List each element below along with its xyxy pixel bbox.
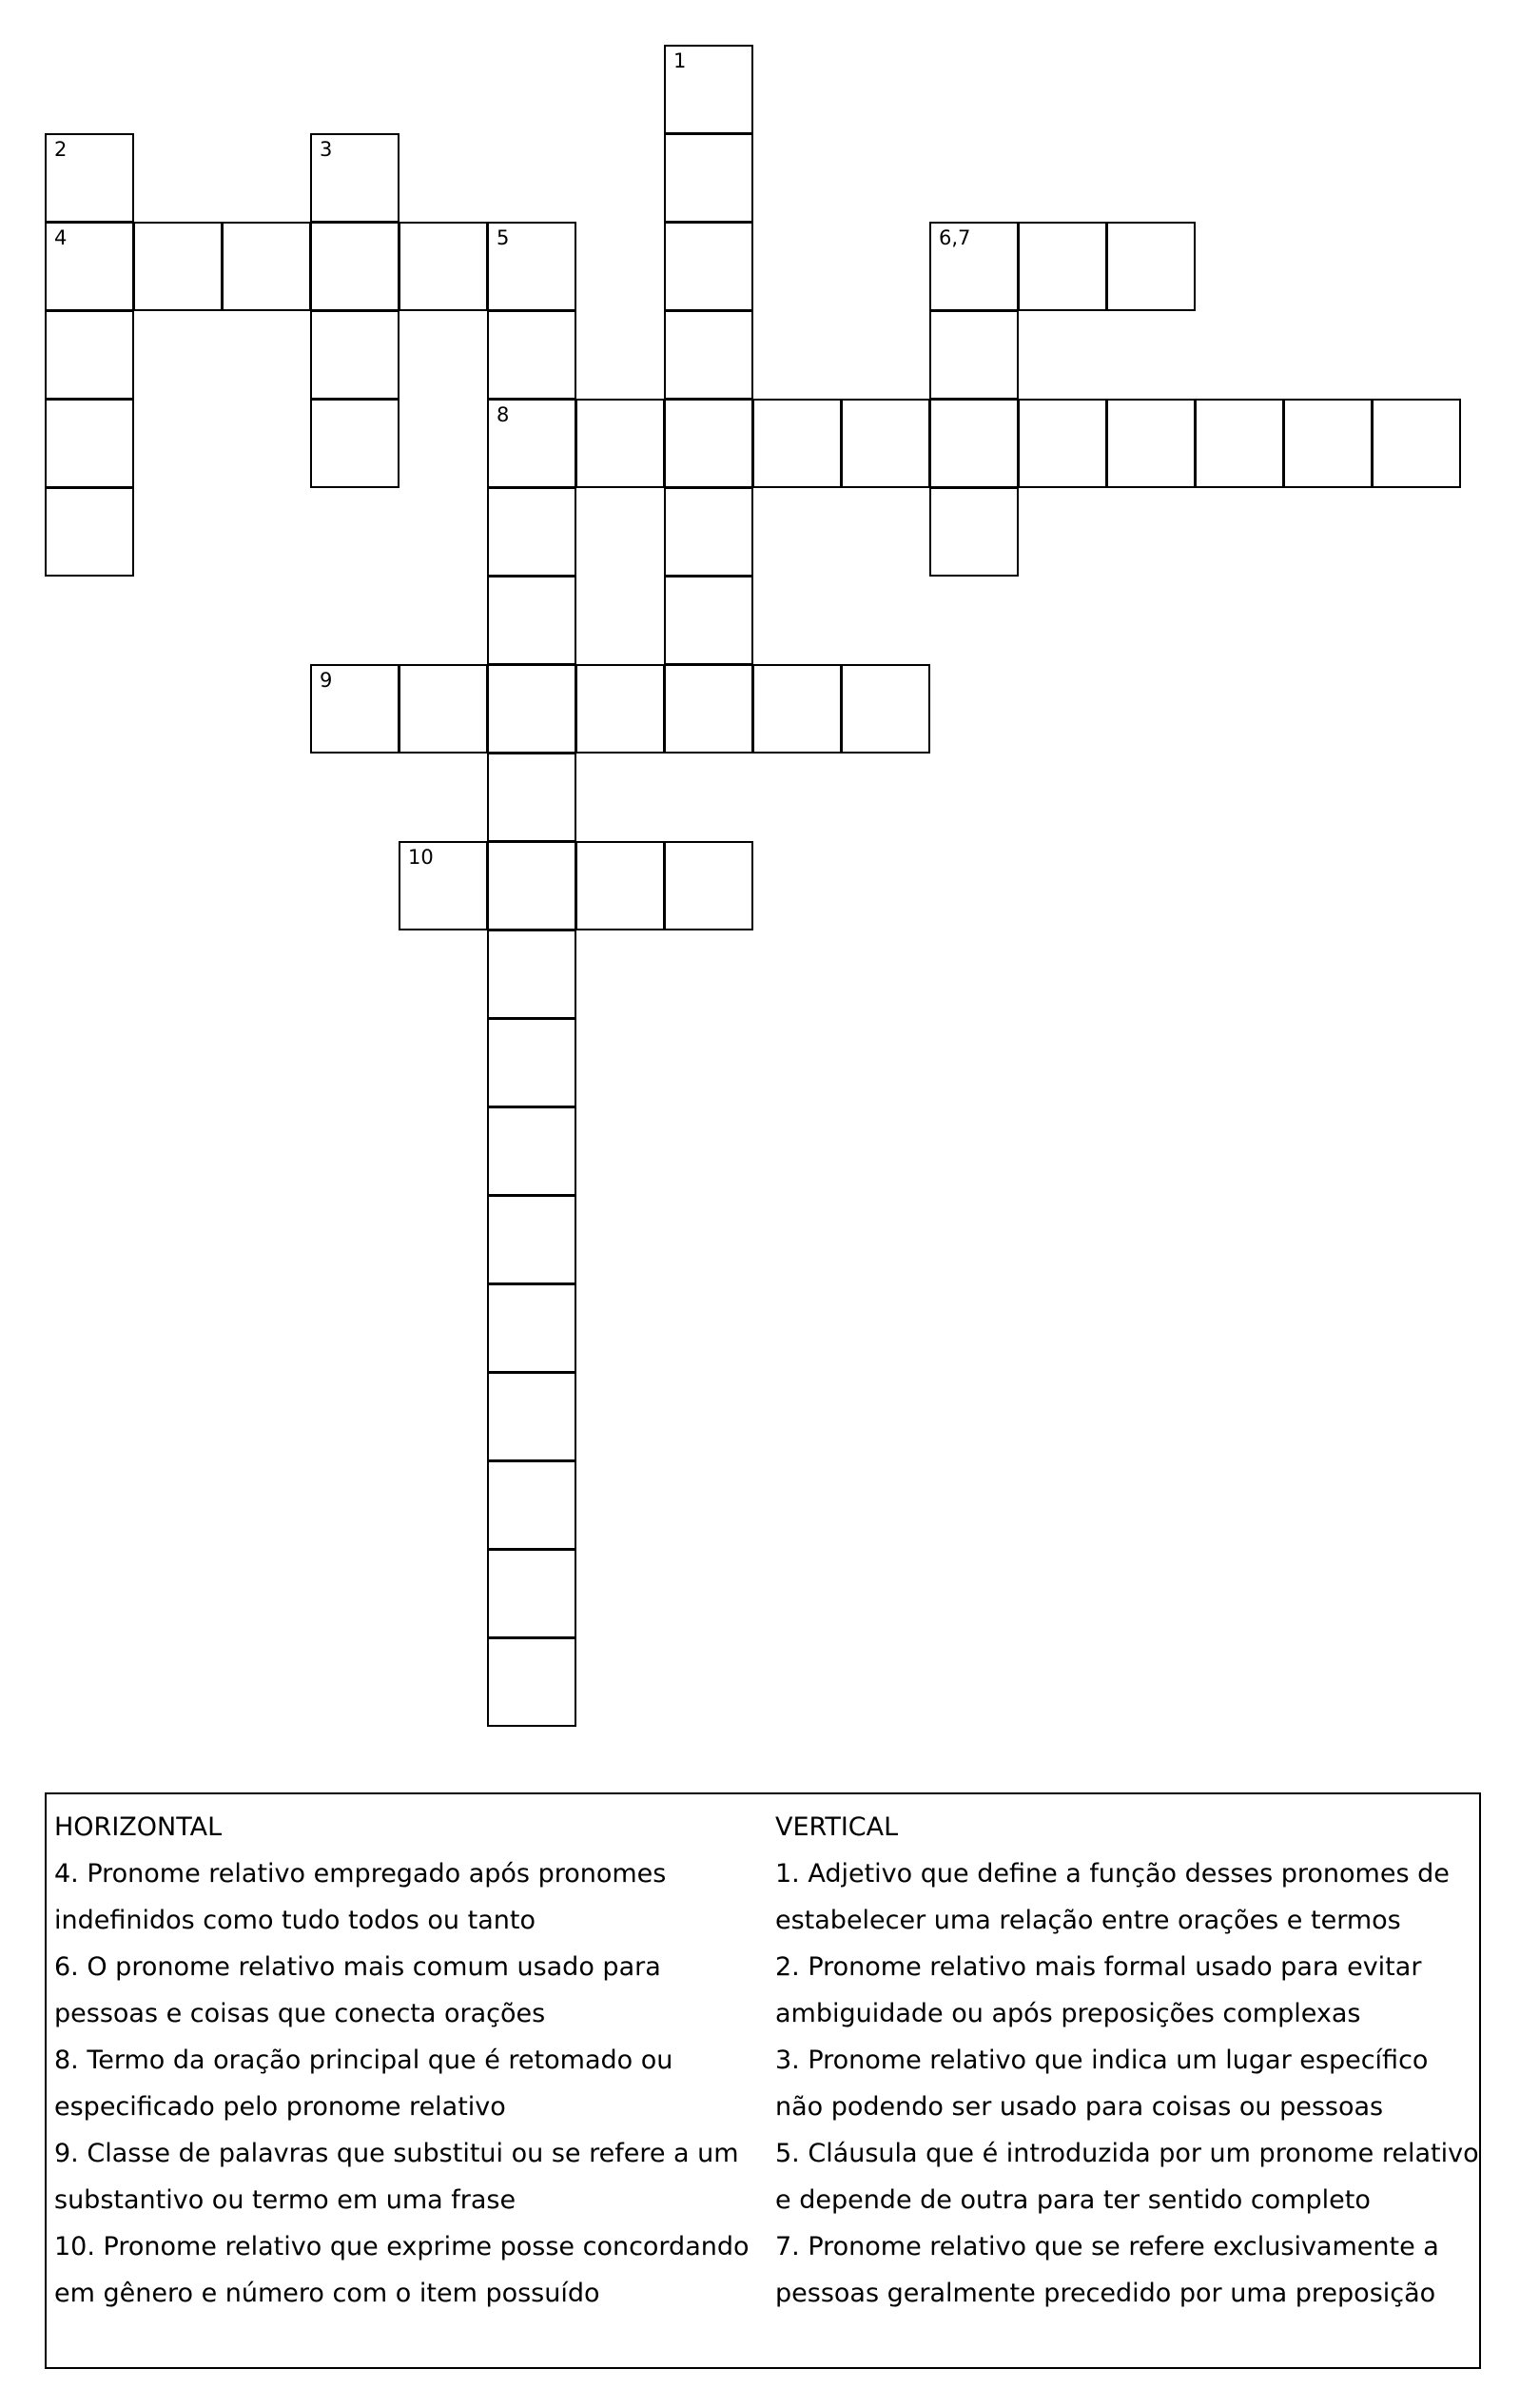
crossword-cell[interactable]: [841, 399, 930, 488]
crossword-cell[interactable]: [487, 1637, 576, 1727]
crossword-cell[interactable]: [487, 664, 576, 754]
crossword-cell[interactable]: [1106, 399, 1196, 488]
crossword-cell[interactable]: [487, 1018, 576, 1107]
crossword-cell[interactable]: [487, 487, 576, 577]
clue-number: 2: [54, 138, 68, 161]
horizontal-clue-4: 4. Pronome relativo empregado após pronomes indefinidos como tudo todos ou tanto: [54, 1859, 667, 1935]
crossword-cell[interactable]: [310, 399, 399, 488]
crossword-cell[interactable]: [575, 399, 665, 488]
crossword-cell[interactable]: [929, 310, 1019, 400]
vertical-title: VERTICAL: [775, 1812, 899, 1842]
clue-number: 3: [320, 138, 333, 161]
crossword-cell[interactable]: [1106, 222, 1196, 311]
crossword-cell[interactable]: [45, 310, 134, 400]
crossword-cell[interactable]: [487, 1372, 576, 1461]
crossword-cell[interactable]: [841, 664, 930, 754]
horizontal-clues: [54, 1804, 768, 2317]
clue-number: 9: [320, 669, 333, 692]
crossword-cell[interactable]: [664, 133, 753, 223]
clue-number: 1: [673, 49, 687, 72]
horizontal-clue-10: 10. Pronome relativo que exprime posse concordando em gênero e número com o item possuído: [54, 2232, 750, 2308]
crossword-cell[interactable]: [664, 576, 753, 665]
crossword-cell[interactable]: [310, 664, 399, 754]
crossword-cell[interactable]: [487, 753, 576, 842]
crossword-cell[interactable]: [45, 487, 134, 577]
clue-number: 5: [497, 226, 510, 249]
crossword-cell[interactable]: [45, 222, 134, 311]
crossword-cell[interactable]: [664, 45, 753, 134]
clue-number: 8: [497, 403, 510, 426]
crossword-cell[interactable]: [1195, 399, 1284, 488]
crossword-cell[interactable]: [1372, 399, 1461, 488]
crossword-cell[interactable]: [487, 1283, 576, 1373]
crossword-cell[interactable]: [664, 487, 753, 577]
vertical-clue-7: 7. Pronome relativo que se refere exclusivamente a pessoas geralmente precedido por uma preposição: [775, 2232, 1439, 2308]
clue-number: 10: [408, 846, 434, 869]
crossword-cell[interactable]: [929, 399, 1019, 488]
crossword-cell[interactable]: [664, 841, 753, 930]
crossword-cell[interactable]: [752, 399, 842, 488]
crossword-cell[interactable]: [222, 222, 311, 311]
crossword-cell[interactable]: [310, 133, 399, 223]
horizontal-clue-8: 8. Termo da oração principal que é retomado ou especificado pelo pronome relativo: [54, 2046, 673, 2122]
crossword-cell[interactable]: [929, 222, 1019, 311]
horizontal-clue-9: 9. Classe de palavras que substitui ou se refere a um substantivo ou termo em uma frase: [54, 2139, 739, 2215]
crossword-cell[interactable]: [752, 664, 842, 754]
crossword-cell[interactable]: [664, 399, 753, 488]
crossword-cell[interactable]: [1283, 399, 1373, 488]
crossword-cell[interactable]: [1018, 222, 1107, 311]
crossword-cell[interactable]: [399, 664, 488, 754]
crossword-cell[interactable]: [45, 399, 134, 488]
clue-number: 6,7: [939, 226, 971, 249]
crossword-cell[interactable]: [487, 930, 576, 1019]
crossword-cell[interactable]: [399, 222, 488, 311]
crossword-cell[interactable]: [487, 841, 576, 930]
crossword-cell[interactable]: [487, 222, 576, 311]
crossword-cell[interactable]: [664, 664, 753, 754]
crossword-cell[interactable]: [45, 133, 134, 223]
crossword-cell[interactable]: [664, 310, 753, 400]
crossword-cell[interactable]: [487, 1460, 576, 1550]
horizontal-title: HORIZONTAL: [54, 1812, 223, 1842]
crossword-cell[interactable]: [575, 841, 665, 930]
crossword-cell[interactable]: [399, 841, 488, 930]
horizontal-clue-6: 6. O pronome relativo mais comum usado para pessoas e coisas que conecta orações: [54, 1952, 661, 2028]
crossword-cell[interactable]: [1018, 399, 1107, 488]
vertical-clue-2: 2. Pronome relativo mais formal usado para evitar ambiguidade ou após preposições complexas: [775, 1952, 1422, 2028]
crossword-cell[interactable]: [487, 399, 576, 488]
crossword-cell[interactable]: [487, 1195, 576, 1284]
crossword-cell[interactable]: [487, 576, 576, 665]
clue-number: 4: [54, 226, 68, 249]
crossword-cell[interactable]: [487, 310, 576, 400]
crossword-cell[interactable]: [487, 1549, 576, 1638]
crossword-cell[interactable]: [664, 222, 753, 311]
vertical-clue-5: 5. Cláusula que é introduzida por um pronome relativo e depende de outra para ter sentido completo: [775, 2139, 1479, 2215]
crossword-cell[interactable]: [310, 222, 399, 311]
crossword-cell[interactable]: [310, 310, 399, 400]
vertical-clue-1: 1. Adjetivo que define a função desses pronomes de estabelecer uma relação entre orações e termos: [775, 1859, 1450, 1935]
vertical-clues: [775, 1804, 1479, 2317]
crossword-cell[interactable]: [575, 664, 665, 754]
crossword-cell[interactable]: [133, 222, 223, 311]
vertical-clue-3: 3. Pronome relativo que indica um lugar específico não podendo ser usado para coisas ou pessoas: [775, 2046, 1429, 2122]
crossword-cell[interactable]: [929, 487, 1019, 577]
clues-box: [45, 1792, 1481, 2369]
crossword-cell[interactable]: [487, 1106, 576, 1196]
